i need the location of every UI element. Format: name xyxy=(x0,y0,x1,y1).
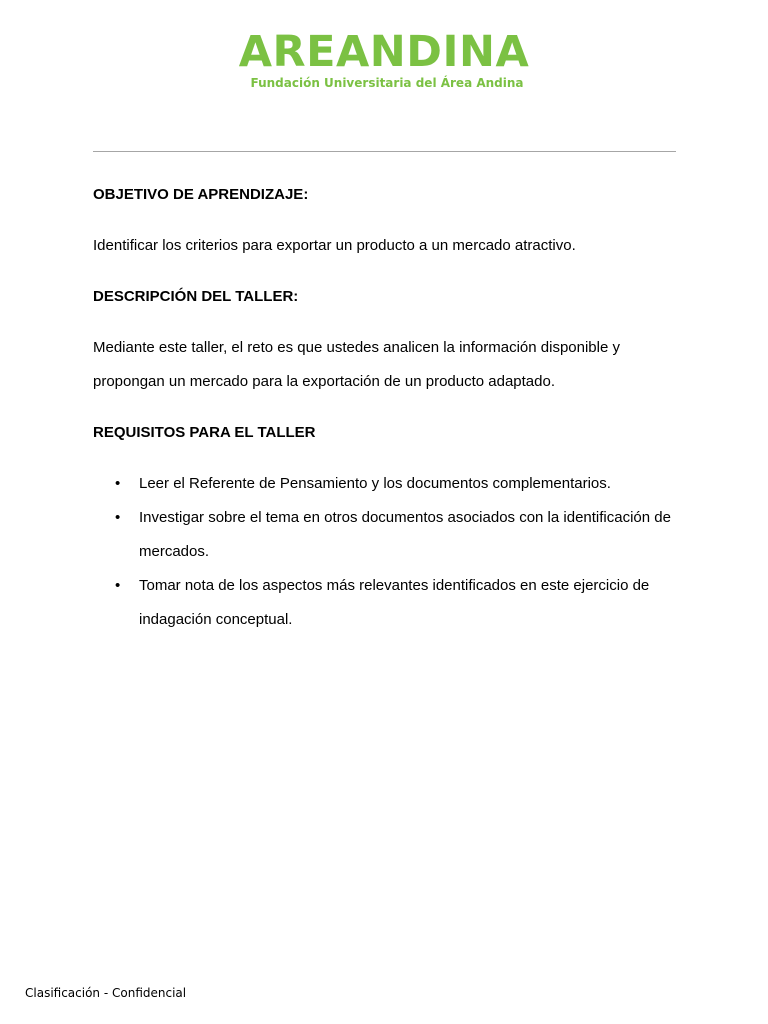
description-text: Mediante este taller, el reto es que ustedes analicen la información disponible y propongan un mercado para la exportación de un producto adaptado. xyxy=(93,339,620,390)
list-item xyxy=(93,501,676,569)
header-divider xyxy=(93,151,676,152)
objective-text: Identificar los criterios para exportar un producto a un mercado atractivo. xyxy=(93,237,576,254)
bullet-icon: • xyxy=(115,577,121,594)
logo-name: AREANDINA xyxy=(238,27,530,77)
objective-heading: OBJETIVO DE APRENDIZAJE: xyxy=(93,186,309,203)
requirement-text: Investigar sobre el tema en otros documentos asociados con la identificación de mercados. xyxy=(139,509,671,560)
list-item xyxy=(93,569,676,637)
description-heading: DESCRIPCIÓN DEL TALLER: xyxy=(93,288,299,305)
requirement-text: Tomar nota de los aspectos más relevantes identificados en este ejercicio de indagación conceptual. xyxy=(139,577,650,628)
areandina-logo xyxy=(0,28,768,90)
list-item xyxy=(93,467,676,501)
requirements-list xyxy=(93,467,676,637)
classification-label: Clasificación - Confidencial xyxy=(25,986,187,1000)
bullet-icon: • xyxy=(115,475,121,492)
logo-subtitle: Fundación Universitaria del Área Andina xyxy=(250,76,524,90)
requirements-heading: REQUISITOS PARA EL TALLER xyxy=(93,424,316,441)
requirement-text: Leer el Referente de Pensamiento y los documentos complementarios. xyxy=(139,475,611,492)
bullet-icon: • xyxy=(115,509,121,526)
document-body xyxy=(93,178,676,637)
